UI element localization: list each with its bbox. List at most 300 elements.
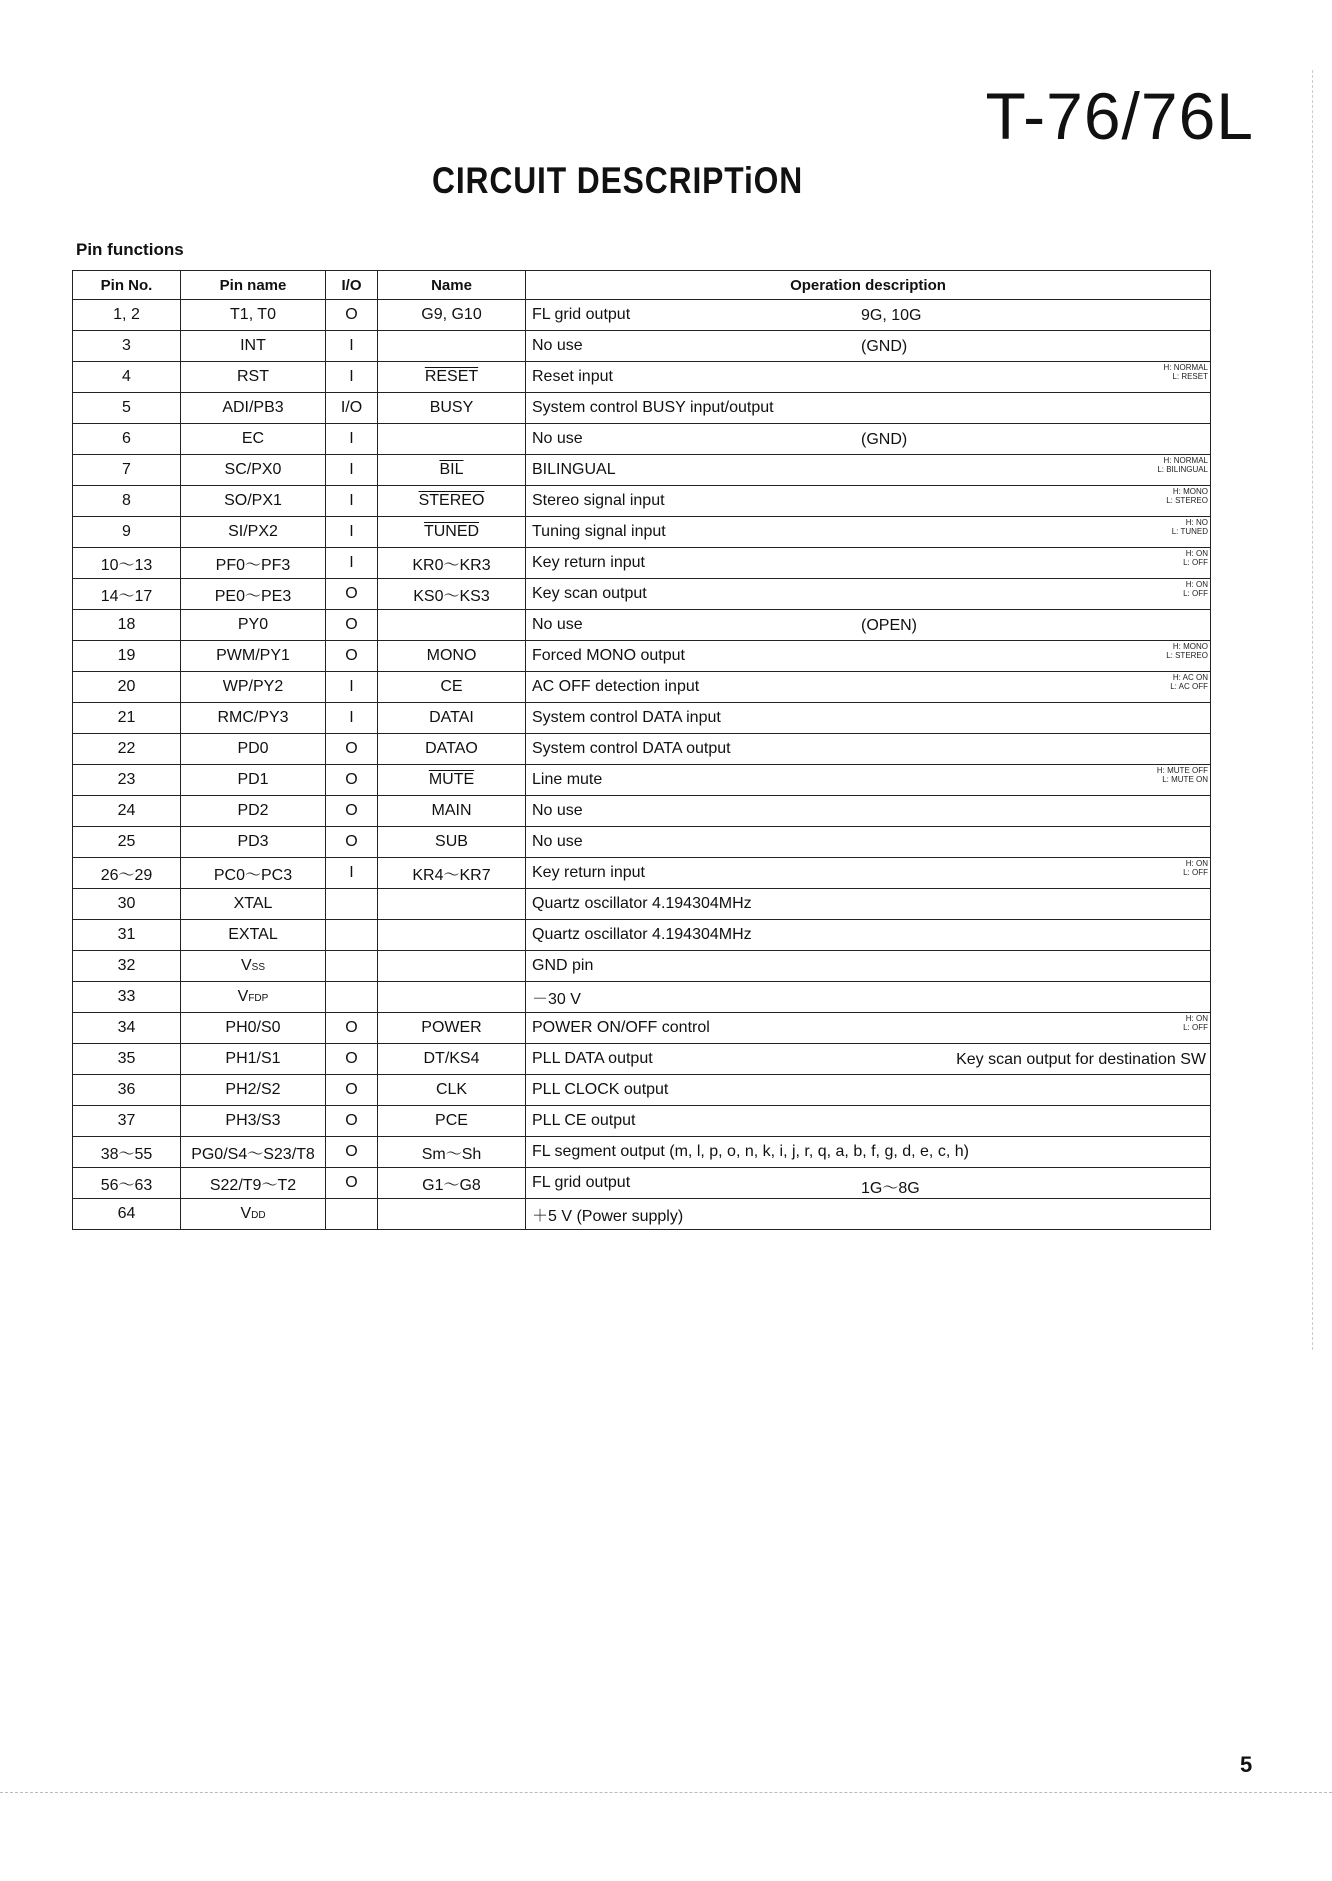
pin-number-cell: 23	[73, 765, 181, 796]
signal-name-text: KS0～KS3	[413, 587, 490, 605]
signal-name-text: G1～G8	[422, 1176, 481, 1194]
io-cell: O	[326, 827, 378, 858]
pin-name-text: PD2	[237, 802, 269, 819]
io-cell: I	[326, 424, 378, 455]
pin-number-cell: 33	[73, 982, 181, 1013]
description-text: FL segment output (m, l, p, o, n, k, i, j, r, q, a, b, f, g, d, e, c, h)	[532, 1143, 969, 1160]
pin-name-text: PF0～PF3	[215, 556, 291, 574]
signal-name-cell	[378, 920, 526, 951]
column-header-pin-no: Pin No.	[73, 271, 181, 300]
operation-description-cell	[526, 858, 1211, 889]
logic-level-low: L: AC OFF	[1170, 682, 1208, 691]
description-text: No use	[532, 833, 583, 850]
description-text: No use	[532, 802, 583, 819]
column-header-pin-name: Pin name	[181, 271, 326, 300]
pin-number-cell: 35	[73, 1044, 181, 1075]
operation-description-cell	[526, 579, 1211, 610]
description-text: Key scan output	[532, 585, 647, 602]
pin-name-text: PG0/S4～S23/T8	[191, 1145, 315, 1163]
pin-name-text: PD3	[237, 833, 269, 850]
pin-number-cell: 25	[73, 827, 181, 858]
logic-level-legend	[1183, 1014, 1208, 1032]
table-body	[73, 300, 1211, 1230]
pin-number-cell: 18	[73, 610, 181, 641]
table-row	[73, 982, 1211, 1013]
pin-name-text: V	[237, 988, 249, 1005]
description-text: Quartz oscillator 4.194304MHz	[532, 895, 752, 912]
table-row	[73, 362, 1211, 393]
signal-name-text: STEREO	[418, 492, 485, 509]
pin-name-cell	[181, 1199, 326, 1230]
logic-level-high: H: ON	[1185, 580, 1208, 589]
signal-name-cell	[378, 331, 526, 362]
io-cell: O	[326, 1137, 378, 1168]
logic-level-legend	[1166, 487, 1208, 505]
logic-level-legend	[1172, 518, 1208, 536]
operation-description-cell	[526, 300, 1211, 331]
description-text: －30 V	[532, 990, 581, 1008]
logic-level-high: H: ON	[1185, 859, 1208, 868]
io-cell	[326, 920, 378, 951]
pin-number-cell: 1, 2	[73, 300, 181, 331]
operation-description-cell	[526, 486, 1211, 517]
pin-name-text: XTAL	[233, 895, 273, 912]
pin-number-cell: 34	[73, 1013, 181, 1044]
signal-name-text: MUTE	[428, 771, 475, 788]
pin-number-cell: 8	[73, 486, 181, 517]
pin-name-cell	[181, 393, 326, 424]
signal-name-cell	[378, 517, 526, 548]
pin-name-cell	[181, 1013, 326, 1044]
signal-name-text: SUB	[435, 833, 468, 850]
pin-name-text: ADI/PB3	[222, 399, 284, 416]
pin-functions-table	[72, 270, 1211, 1230]
io-cell: I	[326, 858, 378, 889]
logic-level-high: H: ON	[1185, 549, 1208, 558]
signal-name-text: KR4～KR7	[412, 866, 491, 884]
table-row	[73, 1168, 1211, 1199]
io-cell: O	[326, 1075, 378, 1106]
logic-level-legend	[1157, 456, 1208, 474]
signal-name-text: KR0～KR3	[412, 556, 491, 574]
table-row	[73, 579, 1211, 610]
operation-description-cell	[526, 1106, 1211, 1137]
io-cell	[326, 889, 378, 920]
logic-level-high: H: MONO	[1172, 642, 1208, 651]
signal-name-cell	[378, 827, 526, 858]
io-cell: I	[326, 548, 378, 579]
description-text: No use	[532, 430, 583, 447]
signal-name-text: BUSY	[429, 399, 474, 416]
signal-name-cell	[378, 424, 526, 455]
pin-number-cell: 37	[73, 1106, 181, 1137]
logic-level-low: L: TUNED	[1171, 527, 1208, 536]
description-note: 1G～8G	[861, 1180, 920, 1197]
operation-description-cell	[526, 765, 1211, 796]
pin-name-cell	[181, 486, 326, 517]
signal-name-text: DT/KS4	[423, 1050, 480, 1067]
signal-name-cell	[378, 1137, 526, 1168]
scan-edge-line	[1312, 70, 1314, 1350]
pin-name-text: PH3/S3	[225, 1112, 281, 1129]
signal-name-cell	[378, 300, 526, 331]
signal-name-cell	[378, 734, 526, 765]
description-text: GND pin	[532, 957, 594, 974]
operation-description-cell	[526, 1013, 1211, 1044]
pin-number-cell: 30	[73, 889, 181, 920]
table-row	[73, 920, 1211, 951]
pin-name-text: WP/PY2	[222, 678, 284, 695]
table-row	[73, 1075, 1211, 1106]
operation-description-cell	[526, 889, 1211, 920]
table-row	[73, 858, 1211, 889]
pin-name-text: RST	[237, 368, 269, 385]
pin-number-cell: 32	[73, 951, 181, 982]
signal-name-cell	[378, 641, 526, 672]
table-row	[73, 1044, 1211, 1075]
signal-name-cell	[378, 1199, 526, 1230]
io-cell: I	[326, 517, 378, 548]
table-row	[73, 889, 1211, 920]
pin-name-subscript: SS	[251, 962, 265, 973]
description-text: BILINGUAL	[532, 461, 616, 478]
pin-name-text: EC	[241, 430, 265, 447]
operation-description-cell	[526, 1168, 1211, 1199]
operation-description-cell	[526, 827, 1211, 858]
logic-level-legend	[1164, 363, 1208, 381]
io-cell: O	[326, 641, 378, 672]
pin-number-cell: 14～17	[73, 579, 181, 610]
io-cell: O	[326, 734, 378, 765]
logic-level-low: L: BILINGUAL	[1157, 465, 1208, 474]
io-cell: O	[326, 1044, 378, 1075]
signal-name-text: CE	[440, 678, 463, 695]
table-row	[73, 703, 1211, 734]
io-cell: O	[326, 610, 378, 641]
signal-name-text: MAIN	[431, 802, 472, 819]
description-text: PLL CE output	[532, 1112, 636, 1129]
io-cell: I/O	[326, 393, 378, 424]
io-cell: O	[326, 300, 378, 331]
signal-name-text: POWER	[421, 1019, 482, 1036]
pin-name-text: PC0～PC3	[213, 866, 293, 884]
signal-name-cell	[378, 858, 526, 889]
description-text: No use	[532, 616, 583, 633]
logic-level-high: H: NORMAL	[1163, 456, 1208, 465]
table-row	[73, 331, 1211, 362]
pin-name-cell	[181, 641, 326, 672]
io-cell: I	[326, 486, 378, 517]
description-text: System control DATA output	[532, 740, 731, 757]
logic-level-low: L: STEREO	[1166, 651, 1208, 660]
pin-name-text: PWM/PY1	[216, 647, 290, 664]
operation-description-cell	[526, 641, 1211, 672]
table-row	[73, 300, 1211, 331]
table-row	[73, 1106, 1211, 1137]
signal-name-cell	[378, 703, 526, 734]
signal-name-text: CLK	[435, 1081, 468, 1098]
pin-name-cell	[181, 300, 326, 331]
description-note: (GND)	[861, 431, 908, 448]
logic-level-legend	[1170, 673, 1208, 691]
pin-name-cell	[181, 765, 326, 796]
logic-level-legend	[1157, 766, 1208, 784]
pin-name-text: PH1/S1	[225, 1050, 281, 1067]
operation-description-cell	[526, 734, 1211, 765]
pin-name-cell	[181, 796, 326, 827]
table-row	[73, 610, 1211, 641]
pin-name-text: V	[240, 1205, 252, 1222]
pin-name-text: PY0	[237, 616, 269, 633]
operation-description-cell	[526, 455, 1211, 486]
table-row	[73, 1013, 1211, 1044]
logic-level-high: H: MONO	[1172, 487, 1208, 496]
io-cell: O	[326, 1013, 378, 1044]
description-text: AC OFF detection input	[532, 678, 700, 695]
pin-name-cell	[181, 579, 326, 610]
signal-name-cell	[378, 1106, 526, 1137]
table-row	[73, 765, 1211, 796]
table-row	[73, 548, 1211, 579]
column-header-io: I/O	[326, 271, 378, 300]
logic-level-high: H: NO	[1185, 518, 1208, 527]
pin-name-text: EXTAL	[228, 926, 278, 943]
pin-number-cell: 21	[73, 703, 181, 734]
pin-name-cell	[181, 1137, 326, 1168]
pin-name-text: SC/PX0	[224, 461, 282, 478]
io-cell: O	[326, 765, 378, 796]
description-text: No use	[532, 337, 583, 354]
signal-name-cell	[378, 982, 526, 1013]
section-title: Pin functions	[76, 240, 184, 259]
pin-number-cell: 9	[73, 517, 181, 548]
pin-number-cell: 36	[73, 1075, 181, 1106]
io-cell: O	[326, 579, 378, 610]
description-text: Reset input	[532, 368, 613, 385]
logic-level-high: H: ON	[1185, 1014, 1208, 1023]
description-text: Line mute	[532, 771, 603, 788]
pin-number-cell: 5	[73, 393, 181, 424]
pin-name-text: RMC/PY3	[217, 709, 289, 726]
pin-name-text: V	[240, 957, 252, 974]
pin-name-cell	[181, 331, 326, 362]
logic-level-legend	[1183, 859, 1208, 877]
signal-name-cell	[378, 1168, 526, 1199]
io-cell	[326, 951, 378, 982]
signal-name-cell	[378, 486, 526, 517]
logic-level-low: L: MUTE ON	[1162, 775, 1208, 784]
pin-number-cell: 22	[73, 734, 181, 765]
signal-name-cell	[378, 579, 526, 610]
signal-name-cell	[378, 393, 526, 424]
pin-number-cell: 64	[73, 1199, 181, 1230]
signal-name-text: $\overline{BIL}$	[439, 461, 464, 478]
pin-name-cell	[181, 548, 326, 579]
pin-number-cell: 20	[73, 672, 181, 703]
pin-name-cell	[181, 920, 326, 951]
scan-artifact-line	[0, 1792, 1332, 1797]
operation-description-cell	[526, 1044, 1211, 1075]
signal-name-cell	[378, 951, 526, 982]
description-text: PLL CLOCK output	[532, 1081, 669, 1098]
operation-description-cell	[526, 362, 1211, 393]
pin-name-text: S22/T9～T2	[209, 1176, 297, 1194]
io-cell: I	[326, 362, 378, 393]
model-number: T-76/76L	[985, 79, 1254, 153]
io-cell: I	[326, 703, 378, 734]
column-header-name: Name	[378, 271, 526, 300]
pin-number-cell: 4	[73, 362, 181, 393]
signal-name-text: DATAO	[425, 740, 478, 757]
signal-name-cell	[378, 672, 526, 703]
pin-number-cell: 31	[73, 920, 181, 951]
pin-name-text: T1, T0	[230, 306, 276, 323]
pin-name-cell	[181, 889, 326, 920]
description-text: FL grid output	[532, 1174, 631, 1191]
table-row	[73, 827, 1211, 858]
signal-name-cell	[378, 796, 526, 827]
pin-name-text: PH2/S2	[225, 1081, 281, 1098]
table-row	[73, 424, 1211, 455]
pin-name-cell	[181, 1168, 326, 1199]
operation-description-cell	[526, 982, 1211, 1013]
pin-number-cell: 26～29	[73, 858, 181, 889]
logic-level-low: L: STEREO	[1166, 496, 1208, 505]
description-text: FL grid output	[532, 306, 631, 323]
table-row	[73, 1199, 1211, 1230]
logic-level-low: L: OFF	[1183, 558, 1208, 567]
pin-name-cell	[181, 827, 326, 858]
pin-number-cell: 56～63	[73, 1168, 181, 1199]
operation-description-cell	[526, 610, 1211, 641]
logic-level-legend	[1166, 642, 1208, 660]
table-row	[73, 1137, 1211, 1168]
operation-description-cell	[526, 1075, 1211, 1106]
pin-name-text: SI/PX2	[228, 523, 278, 540]
operation-description-cell	[526, 1199, 1211, 1230]
pin-name-text: INT	[240, 337, 266, 354]
column-header-operation-description: Operation description	[526, 271, 1211, 300]
signal-name-cell	[378, 610, 526, 641]
logic-level-legend	[1183, 549, 1208, 567]
logic-level-legend	[1183, 580, 1208, 598]
io-cell: I	[326, 672, 378, 703]
signal-name-text: TUNED	[423, 523, 480, 540]
table-row	[73, 672, 1211, 703]
pin-name-cell	[181, 424, 326, 455]
io-cell: I	[326, 331, 378, 362]
pin-number-cell: 19	[73, 641, 181, 672]
description-text: ＋5 V (Power supply)	[532, 1207, 684, 1225]
pin-name-cell	[181, 610, 326, 641]
signal-name-cell	[378, 1044, 526, 1075]
operation-description-cell	[526, 672, 1211, 703]
signal-name-text: Sm～Sh	[421, 1145, 482, 1163]
description-text: Key return input	[532, 864, 645, 881]
operation-description-cell	[526, 393, 1211, 424]
pin-number-cell: 10～13	[73, 548, 181, 579]
operation-description-cell	[526, 548, 1211, 579]
io-cell: I	[326, 455, 378, 486]
operation-description-cell	[526, 1137, 1211, 1168]
logic-level-low: L: RESET	[1172, 372, 1208, 381]
page-title: CIRCUIT DESCRIPTiON	[432, 160, 804, 201]
signal-name-text: RESET	[424, 368, 479, 385]
io-cell: O	[326, 796, 378, 827]
pin-name-text: PH0/S0	[225, 1019, 281, 1036]
pin-number-cell: 6	[73, 424, 181, 455]
pin-name-cell	[181, 1044, 326, 1075]
table-row	[73, 796, 1211, 827]
table-row	[73, 641, 1211, 672]
pin-name-cell	[181, 362, 326, 393]
operation-description-cell	[526, 951, 1211, 982]
description-text: System control DATA input	[532, 709, 721, 726]
signal-name-cell	[378, 362, 526, 393]
table-row	[73, 393, 1211, 424]
io-cell: O	[326, 1106, 378, 1137]
logic-level-low: L: OFF	[1183, 868, 1208, 877]
pin-name-cell	[181, 1106, 326, 1137]
operation-description-cell	[526, 517, 1211, 548]
pin-name-cell	[181, 1075, 326, 1106]
description-side-note: Key scan output for destination SW	[956, 1051, 1206, 1068]
table-row	[73, 486, 1211, 517]
pin-name-cell	[181, 703, 326, 734]
pin-name-text: PD1	[237, 771, 269, 788]
logic-level-low: L: OFF	[1183, 1023, 1208, 1032]
pin-number-cell: 24	[73, 796, 181, 827]
pin-name-text: SO/PX1	[224, 492, 282, 509]
signal-name-cell	[378, 889, 526, 920]
pin-name-cell	[181, 951, 326, 982]
description-text: System control BUSY input/output	[532, 399, 774, 416]
signal-name-text: PCE	[435, 1112, 468, 1129]
io-cell	[326, 1199, 378, 1230]
operation-description-cell	[526, 796, 1211, 827]
signal-name-text: DATAI	[429, 709, 474, 726]
pin-number-cell: 3	[73, 331, 181, 362]
pin-name-text: PD0	[237, 740, 269, 757]
pin-number-cell: 38～55	[73, 1137, 181, 1168]
description-text: Key return input	[532, 554, 645, 571]
pin-name-cell	[181, 858, 326, 889]
operation-description-cell	[526, 920, 1211, 951]
signal-name-cell	[378, 1075, 526, 1106]
signal-name-cell	[378, 765, 526, 796]
table-row	[73, 517, 1211, 548]
description-text: Forced MONO output	[532, 647, 685, 664]
description-text: POWER ON/OFF control	[532, 1019, 710, 1036]
signal-name-text: G9, G10	[421, 306, 482, 323]
pin-name-text: PE0～PE3	[214, 587, 292, 605]
io-cell: O	[326, 1168, 378, 1199]
logic-level-high: H: MUTE OFF	[1156, 766, 1208, 775]
pin-name-subscript: DD	[251, 1210, 266, 1221]
pin-name-cell	[181, 672, 326, 703]
operation-description-cell	[526, 703, 1211, 734]
logic-level-high: H: NORMAL	[1163, 363, 1208, 372]
io-cell	[326, 982, 378, 1013]
table-row	[73, 951, 1211, 982]
pin-name-cell	[181, 455, 326, 486]
operation-description-cell	[526, 424, 1211, 455]
signal-name-cell	[378, 548, 526, 579]
description-text: Stereo signal input	[532, 492, 665, 509]
page-number: 5	[1240, 1752, 1253, 1777]
description-text: Quartz oscillator 4.194304MHz	[532, 926, 752, 943]
operation-description-cell	[526, 331, 1211, 362]
